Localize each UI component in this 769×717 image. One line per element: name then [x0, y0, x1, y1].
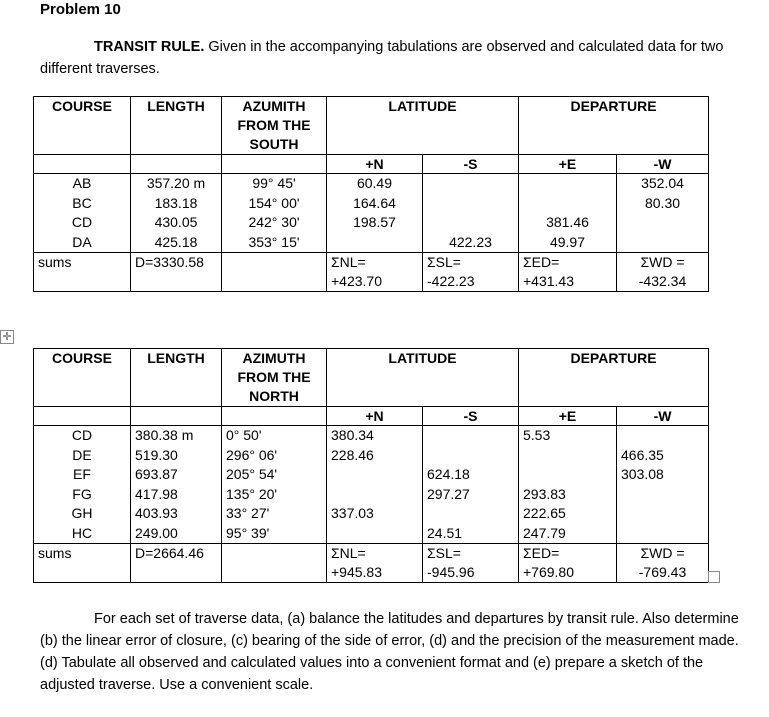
table-cell	[621, 485, 704, 505]
table-cell: 297.27	[427, 485, 470, 502]
table-cell: 135° 20'	[226, 485, 278, 502]
t1-header-s: -S	[423, 155, 519, 174]
table-cell: 466.35	[621, 446, 664, 463]
t1-sums-w	[617, 253, 709, 292]
table-cell: -432.34	[638, 273, 687, 289]
table-cell: 293.83	[523, 485, 566, 502]
closing-paragraph	[40, 608, 746, 696]
table-cell: DE	[72, 446, 92, 463]
table-cell: 80.30	[644, 194, 681, 211]
table-cell: 380.34	[331, 427, 374, 443]
table-cell: 519.30	[135, 446, 178, 463]
table-cell: 430.05	[154, 214, 198, 230]
intro-text: Given in the accompanying tabulations are observed and calculated data for two different traverses.	[40, 39, 724, 77]
table-cell	[621, 504, 704, 524]
table-cell: CD	[71, 214, 93, 230]
table-cell	[523, 465, 612, 485]
resize-icon[interactable]	[708, 571, 720, 583]
table-cell: BC	[72, 194, 92, 211]
table-cell: 693.87	[135, 466, 178, 482]
table-cell: ΣSL=	[427, 545, 461, 561]
table-cell	[331, 465, 418, 485]
table-cell: ΣED=	[523, 545, 560, 561]
traverse-table-1	[33, 96, 709, 292]
table-cell: +769.80	[523, 564, 574, 580]
move-icon[interactable]: ✛	[0, 330, 14, 344]
table-cell	[427, 194, 514, 214]
t1-header-w: -W	[617, 155, 709, 174]
table-cell: FG	[72, 485, 92, 502]
table-cell: 422.23	[449, 233, 492, 250]
t2-sums-w	[617, 544, 709, 583]
table-cell: 164.64	[353, 194, 396, 211]
table-cell	[427, 446, 514, 466]
table-cell: 242° 30'	[248, 214, 300, 230]
table-cell	[427, 174, 514, 194]
t2-header-n: +N	[327, 407, 423, 426]
table-cell: 99° 45'	[252, 175, 296, 191]
table-cell: DA	[72, 233, 92, 250]
t1-sums-e	[519, 253, 617, 292]
table-cell	[427, 426, 514, 446]
traverse-table-2	[33, 348, 709, 583]
table-cell: 228.46	[331, 446, 374, 463]
table-cell: ΣNL=	[331, 545, 366, 561]
table-cell: ΣED=	[523, 254, 560, 270]
t2-header-s: -S	[423, 407, 519, 426]
table-cell: 425.18	[154, 233, 198, 250]
table-cell: +423.70	[331, 273, 382, 289]
table-cell: 337.03	[331, 505, 374, 521]
t1-col-s	[423, 174, 519, 253]
table-cell: CD	[71, 427, 93, 443]
t1-sums-s	[423, 253, 519, 292]
t1-header-latitude: LATITUDE	[327, 97, 519, 155]
table-cell	[331, 485, 418, 505]
table-cell	[523, 174, 612, 194]
problem-title: Problem 10	[40, 1, 121, 18]
table-cell: 205° 54'	[226, 466, 278, 482]
table-cell: +431.43	[523, 273, 574, 289]
table-cell: -945.96	[427, 564, 475, 580]
table-cell: 49.97	[549, 233, 586, 250]
table-cell	[427, 504, 514, 524]
table-cell: 60.49	[356, 175, 393, 191]
table-cell: 624.18	[427, 466, 470, 482]
t1-col-w	[617, 174, 709, 253]
table-cell: +945.83	[331, 564, 382, 580]
t2-col-e	[519, 426, 617, 544]
table-cell: HC	[71, 524, 93, 541]
table-cell: ΣNL=	[331, 254, 366, 270]
t2-header-length: LENGTH	[131, 349, 222, 407]
table-cell: 352.04	[641, 175, 684, 191]
table-cell: ΣWD =	[640, 545, 685, 561]
t1-sums-length: D=3330.58	[131, 253, 222, 292]
t2-sums-length: D=2664.46	[131, 544, 222, 583]
table-cell: ΣSL=	[427, 254, 461, 270]
table-cell: ΣWD =	[640, 254, 685, 270]
table-cell: -422.23	[427, 273, 475, 289]
t2-header-w: -W	[617, 407, 709, 426]
table-cell: EF	[73, 466, 91, 482]
table-cell: 417.98	[135, 485, 178, 502]
t2-col-length	[131, 426, 222, 544]
table-cell: 296° 06'	[226, 446, 278, 463]
table-cell: 5.53	[523, 427, 551, 443]
table-cell: 247.79	[523, 524, 566, 541]
t2-col-w	[617, 426, 709, 544]
table-cell: 222.65	[523, 505, 566, 521]
t2-header-departure: DEPARTURE	[519, 349, 709, 407]
table-cell	[621, 233, 704, 253]
t1-sums-n	[327, 253, 423, 292]
table-cell	[331, 524, 418, 544]
table-cell	[523, 446, 612, 466]
t2-col-n	[327, 426, 423, 544]
intro-paragraph	[40, 36, 745, 80]
t1-header-departure: DEPARTURE	[519, 97, 709, 155]
t1-col-length	[131, 174, 222, 253]
table-cell: 380.38 m	[135, 427, 194, 443]
table-cell	[621, 524, 704, 544]
table-cell: AB	[72, 175, 92, 191]
t1-col-e	[519, 174, 617, 253]
t1-col-course	[34, 174, 131, 253]
t1-col-n	[327, 174, 423, 253]
t2-col-s	[423, 426, 519, 544]
table-cell: 95° 39'	[226, 524, 270, 541]
table-cell: 24.51	[427, 524, 463, 541]
table-cell: 357.20 m	[146, 175, 206, 191]
table-cell: 303.08	[621, 466, 664, 482]
table-cell	[331, 233, 418, 253]
t1-header-course: COURSE	[34, 97, 131, 155]
t1-header-length: LENGTH	[131, 97, 222, 155]
t2-sums-s	[423, 544, 519, 583]
t2-sums-n	[327, 544, 423, 583]
t1-header-e: +E	[519, 155, 617, 174]
t2-col-azimuth	[222, 426, 327, 544]
t2-col-course	[34, 426, 131, 544]
table-cell: 353° 15'	[248, 233, 300, 250]
t2-header-course: COURSE	[34, 349, 131, 407]
table-cell	[523, 194, 612, 214]
t1-header-n: +N	[327, 155, 423, 174]
table-cell: 154° 00'	[248, 194, 300, 211]
t1-header-azimuth: AZUMITH FROM THE SOUTH	[222, 97, 327, 155]
table-cell: 198.57	[353, 214, 396, 230]
table-cell: 33° 27'	[226, 505, 270, 521]
table-cell: 183.18	[154, 194, 198, 211]
table-cell	[621, 426, 704, 446]
t1-col-azimuth	[222, 174, 327, 253]
table-cell: 0° 50'	[226, 427, 262, 443]
table-cell: GH	[71, 505, 93, 521]
t2-header-latitude: LATITUDE	[327, 349, 519, 407]
intro-bold: TRANSIT RULE.	[94, 39, 205, 55]
closing-text: For each set of traverse data, (a) balance the latitudes and departures by transit rule. Also determine (b) the linear error of closure, (c) bearing of the side of error, (d) and the precision of the measurement made. (d) Tabulate all observed and calculated values into a convenient format and (e) prepare a sketch of the adjusted traverse. Use a convenient scale.	[40, 611, 739, 693]
table-cell: 403.93	[135, 505, 178, 521]
t1-sums-label: sums	[34, 253, 131, 292]
t2-sums-e	[519, 544, 617, 583]
t2-header-e: +E	[519, 407, 617, 426]
t2-header-azimuth: AZIMUTH FROM THE NORTH	[222, 349, 327, 407]
table-cell: -769.43	[638, 564, 687, 580]
table-cell	[427, 213, 514, 233]
table-cell: 249.00	[135, 524, 178, 541]
table-cell: 381.46	[546, 214, 589, 230]
t2-sums-label: sums	[34, 544, 131, 583]
table-cell	[621, 213, 704, 233]
